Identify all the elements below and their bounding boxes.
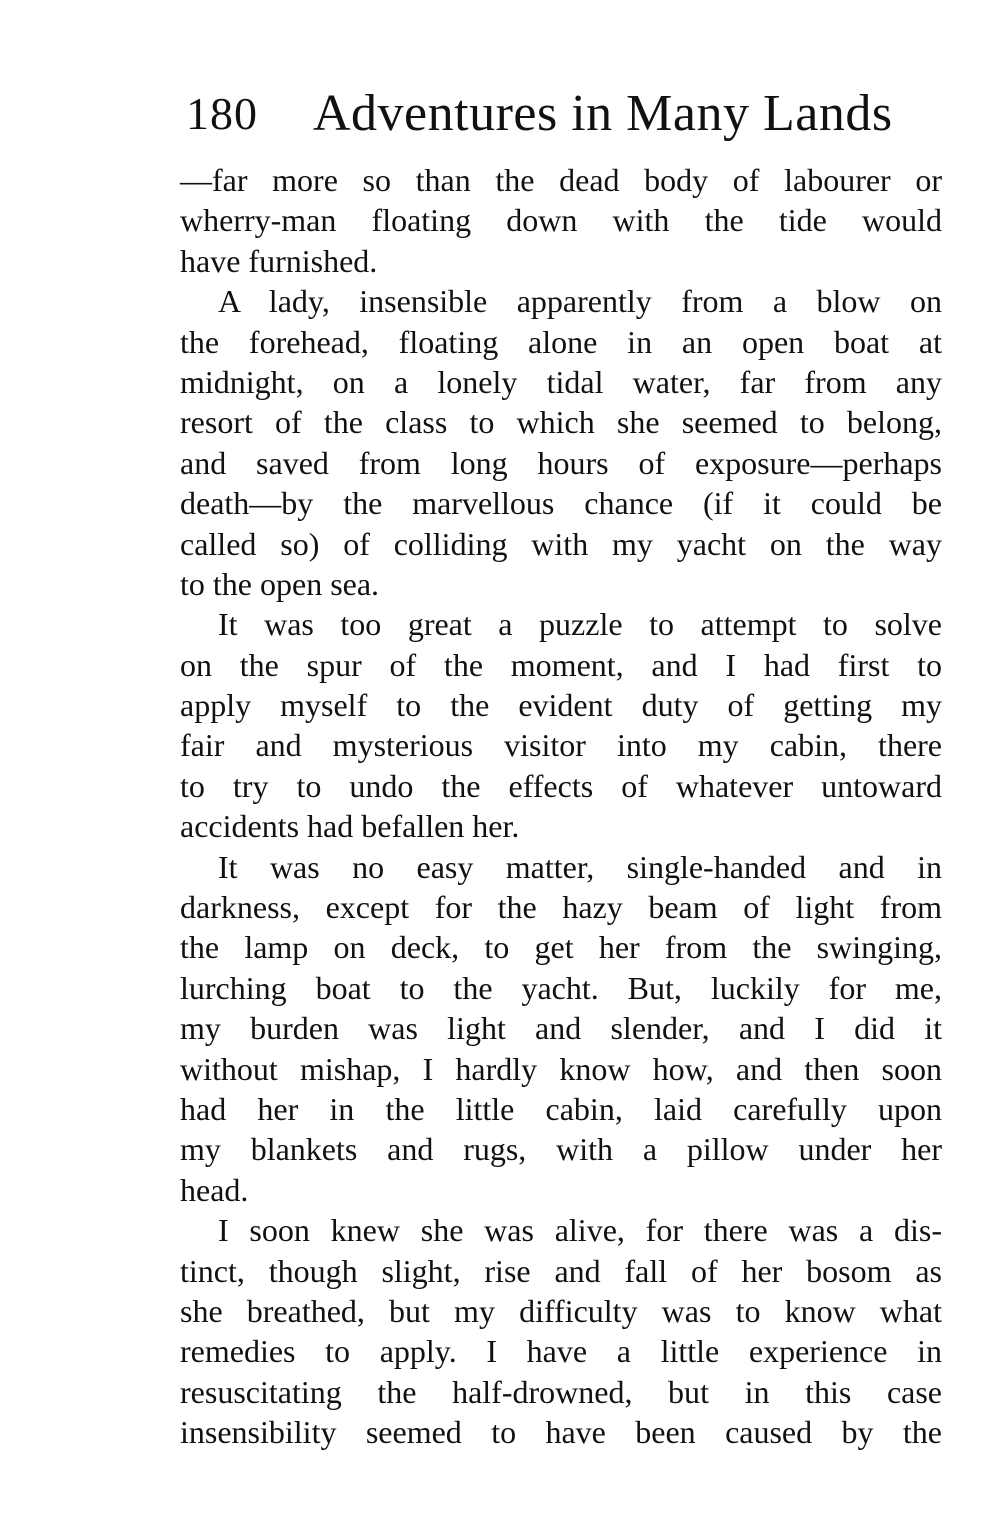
text-line: had her in the little cabin, laid carefully upon [180, 1090, 942, 1127]
body-text [180, 160, 942, 1453]
text-line: on the spur of the moment, and I had first to [180, 646, 942, 683]
text-line: head. [180, 1171, 249, 1208]
text-line: to try to undo the effects of whatever untoward [180, 767, 942, 804]
text-line: death—by the marvellous chance (if it could be [180, 485, 942, 522]
paragraph [180, 604, 942, 846]
text-line: remedies to apply. I have a little experience in [180, 1333, 942, 1370]
text-line: It was too great a puzzle to attempt to solve [218, 606, 942, 643]
paragraph [180, 281, 942, 604]
running-head [186, 82, 946, 146]
text-line: accidents had befallen her. [180, 808, 520, 845]
text-line: the lamp on deck, to get her from the swinging, [180, 929, 942, 966]
page-number: 180 [186, 88, 258, 139]
text-line: to the open sea. [180, 565, 380, 602]
text-line: darkness, except for the hazy beam of light from [180, 889, 942, 926]
text-line: my burden was light and slender, and I did it [180, 1010, 942, 1047]
text-line: A lady, insensible apparently from a blow on [218, 283, 942, 320]
text-line: resuscitating the half-drowned, but in this case [180, 1373, 942, 1410]
text-line: midnight, on a lonely tidal water, far from any [180, 363, 942, 400]
text-line: I soon knew she was alive, for there was a dis- [218, 1212, 942, 1249]
text-line: resort of the class to which she seemed to belong, [180, 404, 942, 441]
text-line: have furnished. [180, 242, 378, 279]
text-line: and saved from long hours of exposure—perhaps [180, 444, 942, 481]
text-line: fair and mysterious visitor into my cabin, there [180, 727, 942, 764]
text-line: tinct, though slight, rise and fall of her bosom as [180, 1252, 942, 1289]
text-line: lurching boat to the yacht. But, luckily for me, [180, 969, 942, 1006]
text-line: —far more so than the dead body of labourer or [180, 162, 942, 198]
text-line: apply myself to the evident duty of getting my [180, 687, 942, 724]
paragraph [180, 847, 942, 1211]
text-line: It was no easy matter, single-handed and in [218, 848, 942, 885]
paragraph [180, 1210, 942, 1452]
running-title: Adventures in Many Lands [313, 85, 893, 142]
text-line: she breathed, but my difficulty was to know what [180, 1292, 942, 1329]
text-line: my blankets and rugs, with a pillow under her [180, 1131, 942, 1168]
text-line: the forehead, floating alone in an open boat at [180, 323, 942, 360]
text-line: without mishap, I hardly know how, and then soon [180, 1050, 942, 1087]
paragraph [180, 160, 942, 281]
text-line: wherry-man floating down with the tide would [180, 202, 942, 239]
text-line: insensibility seemed to have been caused by the [180, 1414, 942, 1451]
text-line: called so) of colliding with my yacht on the way [180, 525, 942, 562]
